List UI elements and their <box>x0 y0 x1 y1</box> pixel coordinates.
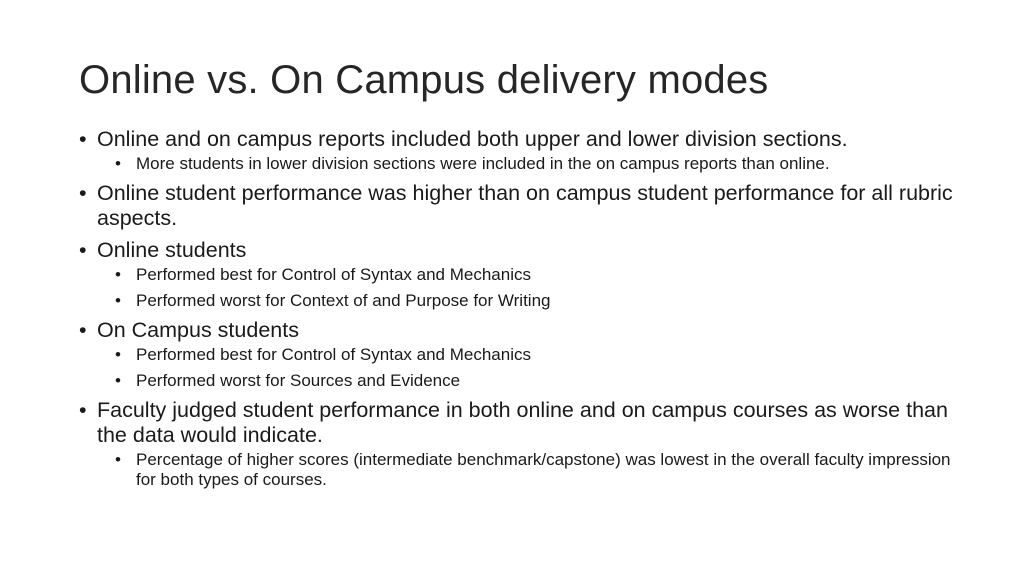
bullet-item <box>79 127 959 174</box>
bullet-text: Online and on campus reports included both upper and lower division sections. <box>97 127 848 151</box>
bullet-icon: • <box>79 238 87 262</box>
sub-bullet-icon: • <box>115 345 121 364</box>
sub-bullet-item <box>115 265 959 285</box>
sub-bullet-item <box>115 291 959 311</box>
bullet-icon: • <box>79 398 87 422</box>
sub-bullet-icon: • <box>115 154 121 173</box>
bullet-text: Online students <box>97 238 247 262</box>
bullet-item <box>79 238 959 311</box>
sub-bullet-icon: • <box>115 265 121 284</box>
sub-bullet-icon: • <box>115 450 121 469</box>
bullet-icon: • <box>79 181 87 205</box>
bullet-list <box>79 127 959 490</box>
sub-bullet-text: Percentage of higher scores (intermediate benchmark/capstone) was lowest in the overall faculty impression for both types of courses. <box>136 450 951 489</box>
bullet-icon: • <box>79 127 87 151</box>
sub-bullet-icon: • <box>115 291 121 310</box>
sub-bullet-list <box>97 265 959 311</box>
bullet-item <box>79 398 959 490</box>
sub-bullet-text: Performed best for Control of Syntax and Mechanics <box>136 345 531 364</box>
sub-bullet-text: More students in lower division sections were included in the on campus reports than online. <box>136 154 830 173</box>
sub-bullet-text: Performed best for Control of Syntax and Mechanics <box>136 265 531 284</box>
bullet-text: Online student performance was higher than on campus student performance for all rubric aspects. <box>97 181 953 230</box>
bullet-text: Faculty judged student performance in both online and on campus courses as worse than the data would indicate. <box>97 398 948 447</box>
bullet-text: On Campus students <box>97 318 299 342</box>
sub-bullet-item <box>115 450 959 490</box>
slide-title: Online vs. On Campus delivery modes <box>79 58 769 102</box>
sub-bullet-text: Performed worst for Sources and Evidence <box>136 371 461 390</box>
bullet-item <box>79 318 959 391</box>
sub-bullet-text: Performed worst for Context of and Purpose for Writing <box>136 291 551 310</box>
sub-bullet-item <box>115 154 959 174</box>
sub-bullet-list <box>97 154 959 174</box>
sub-bullet-list <box>97 345 959 391</box>
bullet-item <box>79 181 959 231</box>
sub-bullet-icon: • <box>115 371 121 390</box>
bullet-icon: • <box>79 318 87 342</box>
sub-bullet-item <box>115 345 959 365</box>
sub-bullet-list <box>97 450 959 490</box>
sub-bullet-item <box>115 371 959 391</box>
